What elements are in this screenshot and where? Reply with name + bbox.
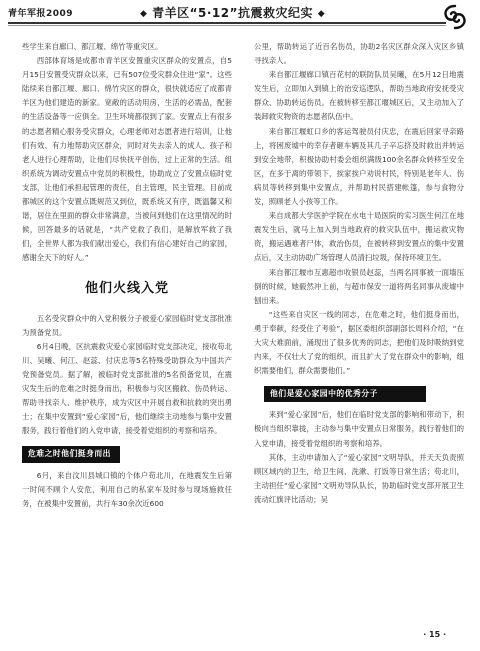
paragraph: 来自都江堰廊口镇百花村的联防队员吴曦，在5月12日地震发生后，立即加入到镇上的治安巡逻队，帮助当地政府安抚受灾群众、协助转运伤员。在被转移至都江堰城区后，又主动加入了装卸救灾物资的志愿者队伍中。 [254,70,464,122]
left-column [22,40,232,511]
paragraph: 来到“爱心家园”后，他们在临时党支部的影响和带动下，积极向当组织靠拢，主动参与集中安置点日常服务，践行着他们的入党申请，接受着党组织的考察和培养。 [254,410,464,448]
right-column [254,40,464,507]
diamond-icon: ◆ [317,9,326,19]
paragraph: 来自成都大学医护学院在水电十局医院的实习医生何江在地震发生后，就马上加入到当地政府的救灾队伍中，搬运救灾物资，搬运遇难者尸体，救治伤员，在被转移到安置点的集中安置点后，又主动协助广场管理人员清扫垃圾，保持环境卫生。 [254,211,464,263]
page-header [0,0,480,40]
paragraph: 公里，帮助转运了近百名伤员，协助2名灾区群众深入灾区乡镇寻找亲人。 [254,42,464,66]
paragraph: 6月4日晚，区抗震救灾爱心家园临时党支部决定，接收苟北川、吴曦、何江、赵蕊、付庆忠等5名特殊受助群众为中国共产党预备党员。据了解，被临时党支部批准的5名预备党员，在震灾发生后的危难之时挺身而出，积极参与灾区搬救、伤员转运、帮助寻找亲人、维护秩序，成为灾区中开展自救和抗救的突出勇士；在集中安置到“爱心家园”后，他们继续主动地参与集中安置服务，践行着他们的入党申请，接受着党组织的考察和培养。 [22,341,232,436]
magazine-name: 青年军报2009 [8,9,74,19]
paragraph: 西部体育场是成都市青羊区安置重灾区群众的安置点，自5月15日安置受灾群众以来，已有507位受灾群众住进“家”。这些陆续来自都江堰、廊口、绵竹灾区的群众，很快就适应了成都青羊区为他们建造的新家。宽敞的活动用房，生活的必需品，配套的生活设备等一应俱全。卫生环境都很到了家。安置点上有很多的志愿者精心服务受灾群众，心理老师对志愿者进行培训，让他们有效、有力地帮助灾区群众，同时对失去亲人的成人、孩子和老人进行心理帮助，让他们尽快抚平创伤，过上正常的生活。组织系统为调动安置点中党员的积极性，协助成立了安置点临时党支部，让他们承担起管理的责任，自主管理，民主管理。目前成都城区的这个安置点既规范又到位，既系统又有序，既温馨又和谐，居住在里面的群众非常满意，当被问到他们在这里情况的时候，回答最多的话就是，“共产党救了我们，是解放军救了我们，全世界人都为我们献出爱心，我们有信心建好自己的家园，感谢全天下的好人。” [22,56,232,263]
header-rule-thin [8,25,446,26]
paragraph: 五名受灾群众中的入党积极分子被爱心家园临时党支部批准为预备党员。 [22,313,232,337]
subheading-bar: 危难之时他们挺身而出 [22,446,120,462]
section-heading: 他们火线入党 [84,280,169,296]
paragraph: “这些来自灾区一线的同志，在危难之时，他们挺身而出，勇于奉献，经受住了考验”，据区委组织部副部长周科介绍，“在大灾大难面前，涌现出了很多优秀的同志，把他们及时吸纳到党内来，不仅壮大了党的组织，而且扩大了党在群众中的影响，组织需要他们，群众需要他们。” [254,309,464,376]
paragraph: 其体，主动申请加入了“爱心家园”文明导队，并天天负责照顾区域内的卫生，给卫生间、洗漱、打饭等日常生活；苟北川，主动担任“爱心家园”文明劝导队队长，协助临时党支部开展卫生流动红旗评比活动；吴 [254,452,464,504]
swirl-logo-icon [440,2,470,32]
section-title [140,4,325,21]
paragraph: 6月，来自汶川县城口镇的个体户苟北川，在地震发生后第一时间不顾个人安危，利用自己的私家车及时参与现场施救任务，在被集中安置前，共行车30余次近600 [22,470,232,508]
paragraph: 些学生来自廊口、都江堰、绵竹等重灾区。 [22,42,163,51]
subheading-bar: 他们是爱心家园中的优秀分子 [264,386,426,402]
paragraph: 来自都江堰虹口乡的客运驾驶员付庆忠，在震后回家寻亲路上，将困废墟中的幸存者砸车辆及其几子辛忘挤及时救出并转运到安全地带，积极协助村委会组织满级100余名群众转移至安全区，在多于离的带领下，挨家挨户劝说村民，特别是老年人、伤病员等转移到集中安置点，并帮助村民搭建帐篷，参与食物分发，照顾老人小孩等工作。 [254,126,464,207]
paragraph: 来自都江堰市互惠超市收银员赵蕊，当两名同事被一面墙压倒的时候，她毅然冲上前，与超市保安一道将两名同事从废墟中刨出来。 [254,267,464,305]
section-title-text: 青羊区“5·12”抗震救灾纪实 [152,6,313,20]
header-rule [8,22,446,24]
page-number: · 15 · [423,630,446,639]
diamond-icon: ◆ [140,9,148,19]
